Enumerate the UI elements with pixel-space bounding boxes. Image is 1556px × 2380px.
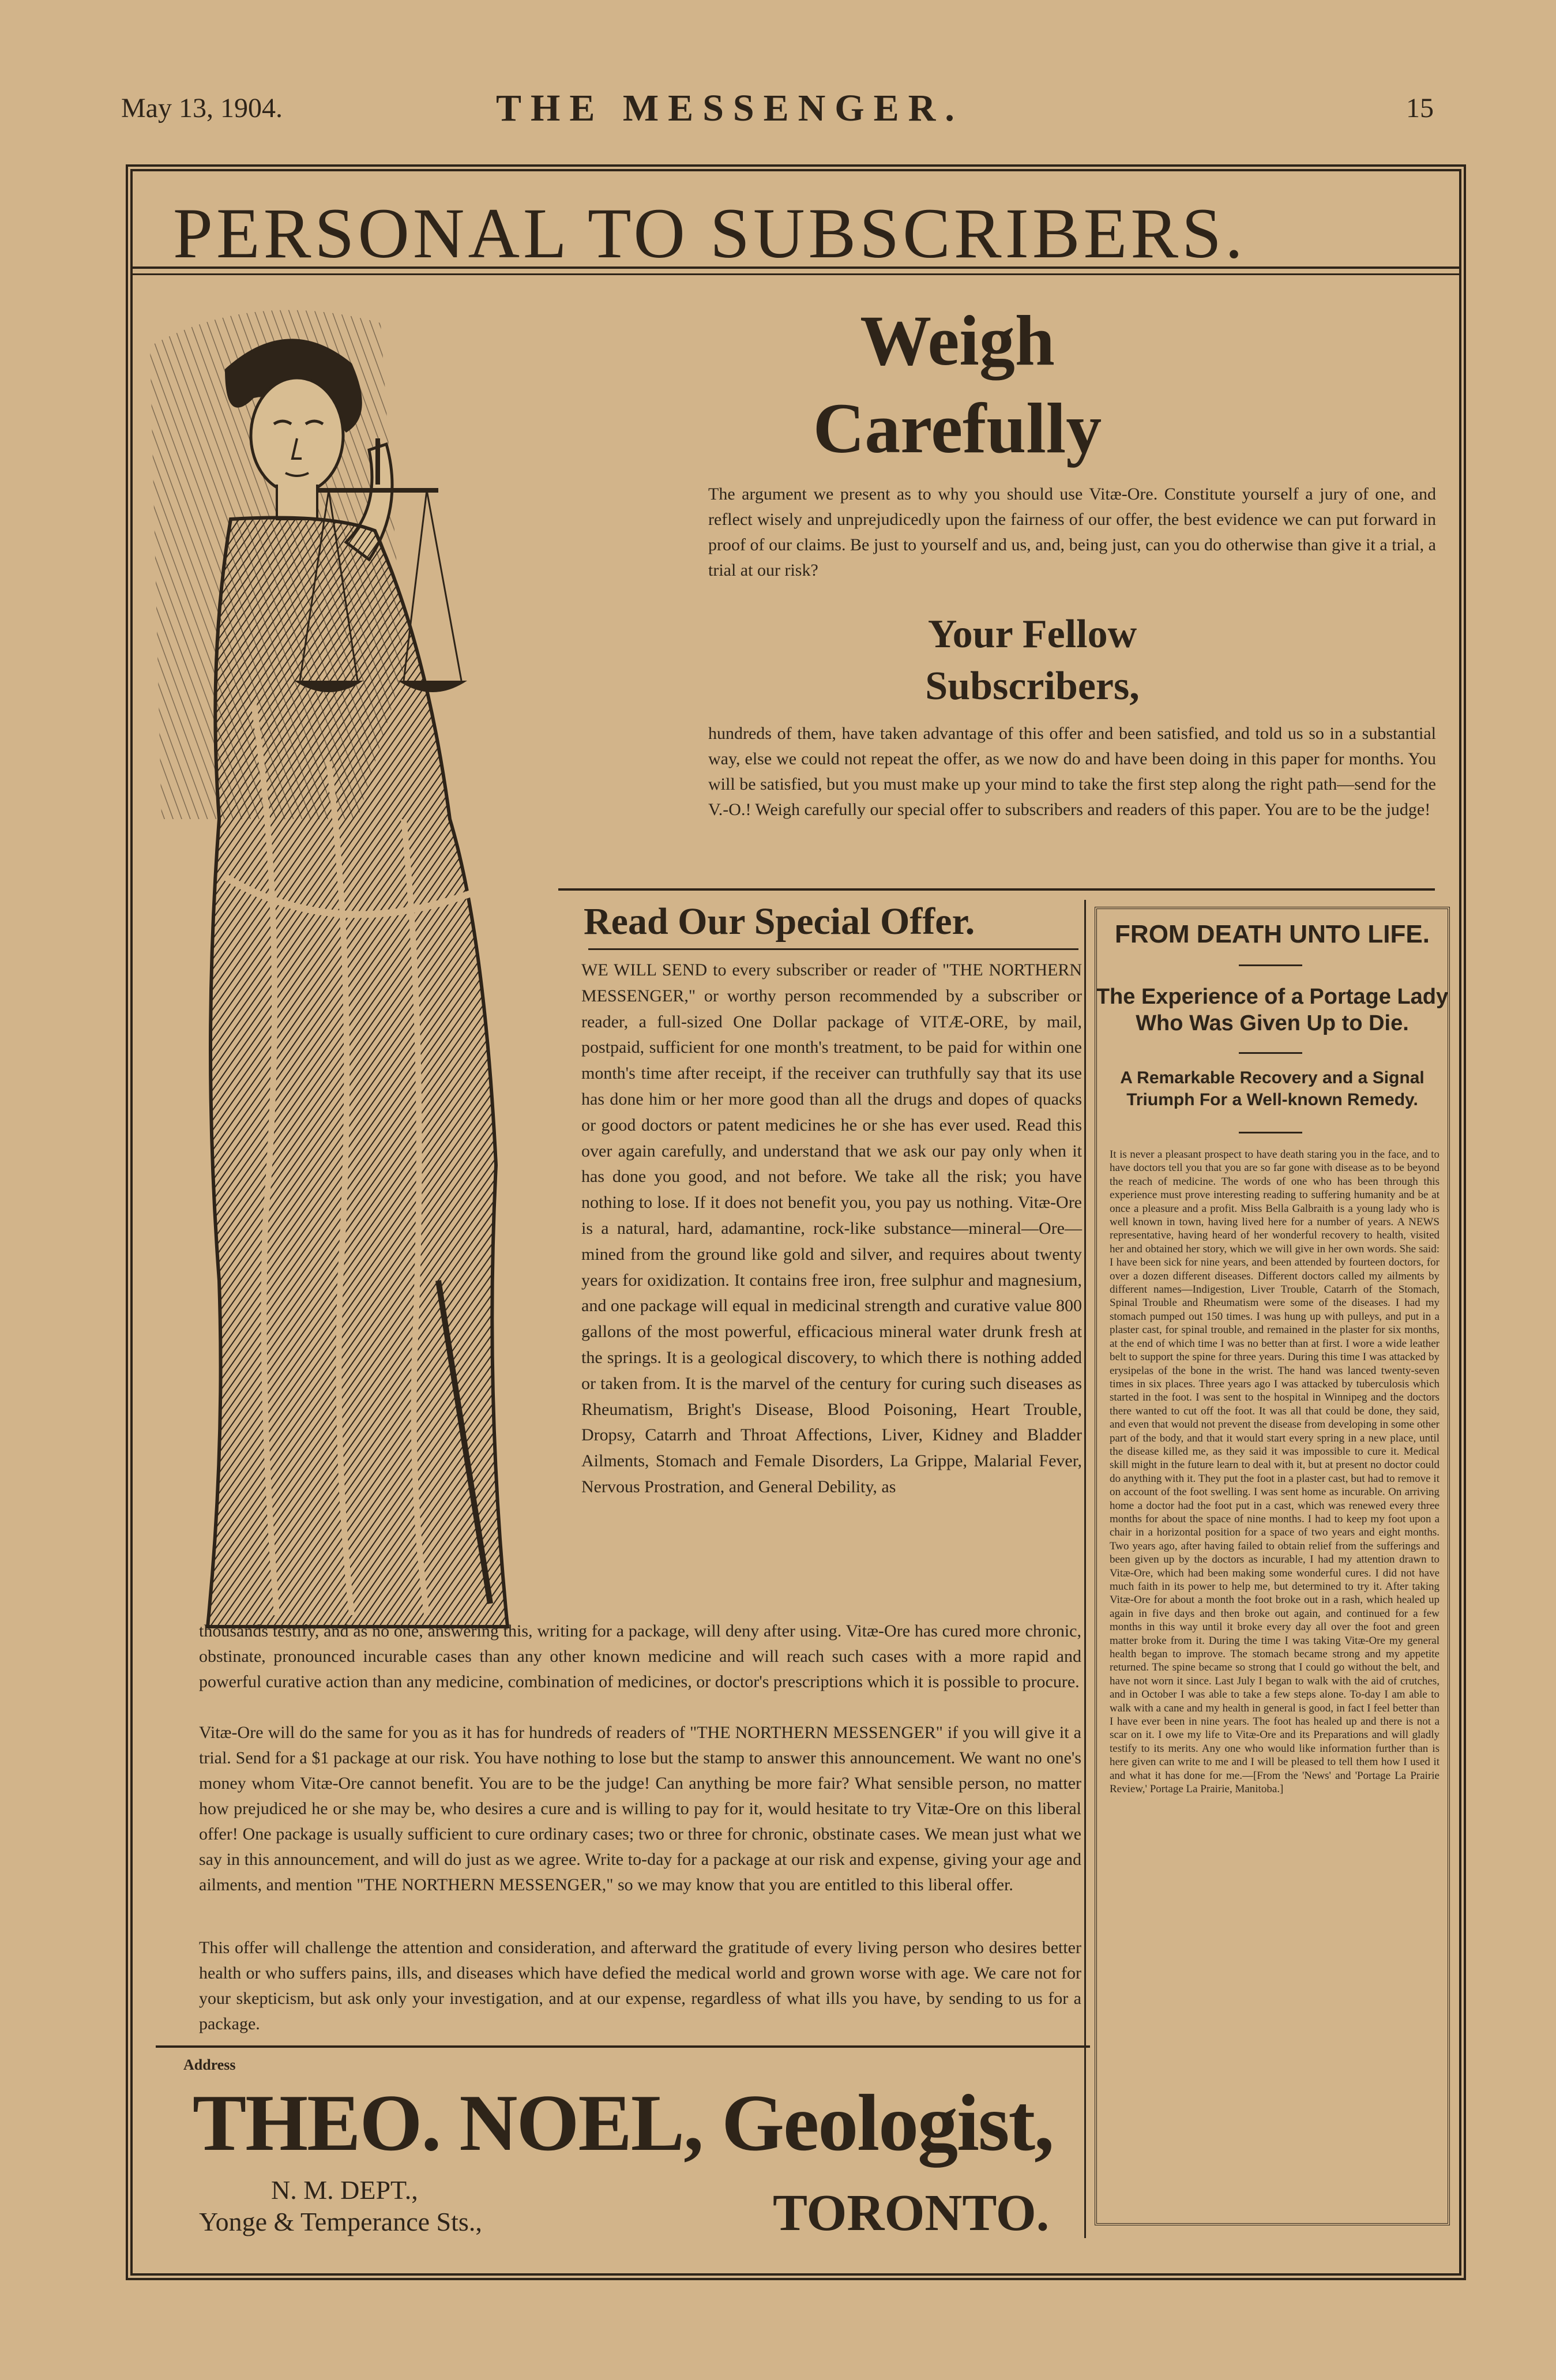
ad-banner-heading: PERSONAL TO SUBSCRIBERS. bbox=[173, 194, 1246, 273]
weigh-paragraph: The argument we present as to why you should use Vitæ-Ore. Constitute yourself a jury of one, and reflect wisely and unprejudicedly upon the fairness of our offer, the best evidence we can put forward in proof of our claims. Be just to yourself and us, and, being just, can you do otherwise than give it a trial, a trial at our risk? bbox=[708, 485, 1436, 580]
address-street: Yonge & Temperance Sts., bbox=[199, 2207, 482, 2236]
special-offer-text-2: Vitæ-Ore will do the same for you as it has for hundreds of readers of "THE NORTHERN MESSENGER" if you will give it a trial. Send for a $1 package at our risk. You have nothing to lose but the stamp to answer this announcement. We want no one's money whom Vitæ-Ore cannot benefit. You are to be the judge! Can anything be more fair? What sensible person, no matter how prejudiced he or she may be, who desires a cure and is willing to pay for it, would hesitate to try Vitæ-Ore on this liberal offer! One package is usually sufficient to cure ordinary cases; two or three for chronic, obstinate cases. We mean just what we say in this announcement, and will do just as we agree. Write to-day for a package at our risk and expense, giving your age and ailments, and mention "THE NORTHERN MESSENGER," so we may know that you are entitled to this liberal offer. bbox=[199, 1723, 1081, 1894]
column-divider bbox=[1084, 900, 1086, 2238]
testimonial-heading: FROM DEATH UNTO LIFE. bbox=[1115, 920, 1430, 948]
testimonial-rule bbox=[1239, 1132, 1302, 1133]
special-offer-text-3: This offer will challenge the attention and consideration, and afterward the gratitude of every living person who desires better health or who suffers pains, ills, and diseases which have defied the medical world and grown worse with age. We care not for your skepticism, but ask only your investigation, and at our expense, regardless of what ills you have, by sending to us for a package. bbox=[199, 1938, 1081, 2033]
address-rule bbox=[156, 2045, 1090, 2048]
advertiser-name: THEO. NOEL, Geologist, bbox=[192, 2078, 1054, 2168]
newspaper-title: THE MESSENGER. bbox=[496, 87, 964, 129]
special-offer-column-text: WE WILL SEND to every subscriber or reader of "THE NORTHERN MESSENGER," or worthy person recommended by a subscriber or reader, a full-sized One Dollar package of VITÆ-ORE, by mail, postpaid, sufficient for one month's treatment, to be paid for within one month's time after receipt, if the receiver can truthfully say that its use has done him or her more good than all the drugs and dopes of quacks or good doctors or patent medicines he or she has ever used. Read this over again carefully, and understand that we ask our pay only when it has done you good, and not before. We take all the risk; you have nothing to lose. If it does not benefit you, you pay us nothing. Vitæ-Ore is a natural, hard, adamantine, rock-like substance—mineral—Ore—mined from the ground like gold and silver, and requires about twenty years for oxidization. It contains free iron, free sulphur and magnesium, and one package will equal in medicinal strength and curative value 800 gallons of the most powerful, efficacious mineral water drunk fresh at the springs. It is a geological discovery, to which there is nothing added or taken from. It is the marvel of the century for curing such diseases as Rheumatism, Bright's Disease, Blood Poisoning, Heart Trouble, Dropsy, Catarrh and Throat Affections, Liver, Kidney and Bladder Ailments, Stomach and Female Disorders, La Grippe, Malarial Fever, Nervous Prostration, and General Debility, as bbox=[581, 960, 1082, 1496]
special-offer-rule bbox=[588, 948, 1078, 950]
address-department: N. M. DEPT., bbox=[271, 2175, 418, 2205]
address-city: TORONTO. bbox=[773, 2184, 1050, 2242]
testimonial-subheading: The Experience of a Portage Lady Who Was Given Up to Die. bbox=[1096, 985, 1449, 1035]
fellow-heading-line1: Your Fellow bbox=[927, 612, 1137, 656]
fellow-heading-line2: Subscribers, bbox=[925, 664, 1140, 708]
issue-date: May 13, 1904. bbox=[121, 93, 283, 123]
banner-rule bbox=[133, 266, 1459, 275]
special-offer-heading: Read Our Special Offer. bbox=[584, 900, 975, 943]
testimonial-rule bbox=[1239, 964, 1302, 966]
weigh-heading-line1: Weigh bbox=[860, 301, 1055, 380]
testimonial-subheading-2: A Remarkable Recovery and a Signal Triumph For a Well-known Remedy. bbox=[1120, 1068, 1425, 1109]
address-label: Address bbox=[183, 2056, 236, 2073]
justice-figure-illustration bbox=[138, 300, 577, 1638]
section-rule bbox=[558, 888, 1435, 891]
testimonial-body: It is never a pleasant prospect to have death staring you in the face, and to have doctors tell you that you are so far gone with disease as to be beyond the reach of medicine. The words of one who has been through this experience must prove interesting reading to suffering humanity and be at once a pleasure and a profit. Miss Bella Galbraith is a young lady who is well known in town, having lived here for a number of years. A NEWS representative, having heard of her wonderful recovery to health, visited her and obtained her story, which we will give in her own words. She said: I have been sick for nine years, and been attended by fourteen doctors, for over a dozen different diseases. Different doctors called my ailments by different names—Indigestion, Liver Trouble, Catarrh of the Stomach, Spinal Trouble and Rheumatism were some of the diseases. I had my stomach pumped out 150 times. I was hung up with pulleys, and put in a plaster cast, for spinal trouble, and remained in the plaster for six months, at the end of which time I was no better than at first. I wore a wide leather belt to support the spine for three years. During this time I was attacked by erysipelas of the bone in the wrist. The hand was lanced twenty-seven times in six places. Three years ago I was attacked by tuberculosis which started in the foot. I was sent to the hospital in Winnipeg and the doctors there wanted to cut off the foot. It was all that could be done, they said, and even that would not prevent the disease from developing in some other part of the body, and that it would start every spring in a new place, until the disease killed me, as they said it was impossible to cure it. Medical skill might in the future learn to deal with it, but at present no doctor could do anything with it. They put the foot in a plaster cast, but had to remove it on account of the foot swelling. I was sent home as incurable. On arriving home a doctor had the foot put in a cast, which was renewed every three months for about the space of nine months. I had to keep my foot upon a chair in a horizontal position for a space of two years and eight months. Two years ago, after having failed to obtain relief from the sufferings and been given up by the doctors as incurable, I had my attention drawn to Vitæ-Ore, which had been making some wonderful cures. I did not have much faith in its power to help me, but determined to try it. After taking Vitæ-Ore for about a month the foot broke out in a rash, which healed up again in five days and then broke out again, and continued for a few months in this way until it broke every day all over the foot and green matter broke from it. During the time I was taking Vitæ-Ore my general health began to improve. The stomach became strong and my appetite returned. The spine became so strong that I could go without the belt, and have not worn it since. Last July I began to walk with the aid of crutches, and in October I was able to take a few steps alone. To-day I am able to walk with a cane and my health in general is good, in fact I feel better than I have ever been in nine years. The foot has healed up and there is not a scar on it. I owe my life to Vitæ-Ore and its Preparations and will gladly testify to its merits. Any one who would like information further than is here given can write to me and I will be pleased to tell them how I used it and what it has done for me.—[From the 'News' and 'Portage La Prairie Review,' Portage La Prairie, Manitoba.] bbox=[1110, 1148, 1440, 1796]
fellow-paragraph: hundreds of them, have taken advantage of this offer and been satisfied, and told us so in a substantial way, else we could not repeat the offer, as we now do and have been doing in this paper for months. You will be satisfied, but you must make up your mind to take the first step along the right path—send for the V.-O.! Weigh carefully our special offer to subscribers and readers of this paper. You are to be the judge! bbox=[708, 724, 1436, 819]
testimonial-rule bbox=[1239, 1052, 1302, 1054]
weigh-heading-line2: Carefully bbox=[813, 389, 1102, 468]
page-number: 15 bbox=[1406, 93, 1434, 123]
special-offer-text-1: thousands testify, and as no one, answering this, writing for a package, will deny after using. Vitæ-Ore has cured more chronic, obstinate, pronounced incurable cases than any other known medicine and will reach such cases with a more rapid and powerful curative action than any medicine, combination of medicines, or doctor's prescriptions which it is possible to procure. bbox=[199, 1621, 1081, 1691]
